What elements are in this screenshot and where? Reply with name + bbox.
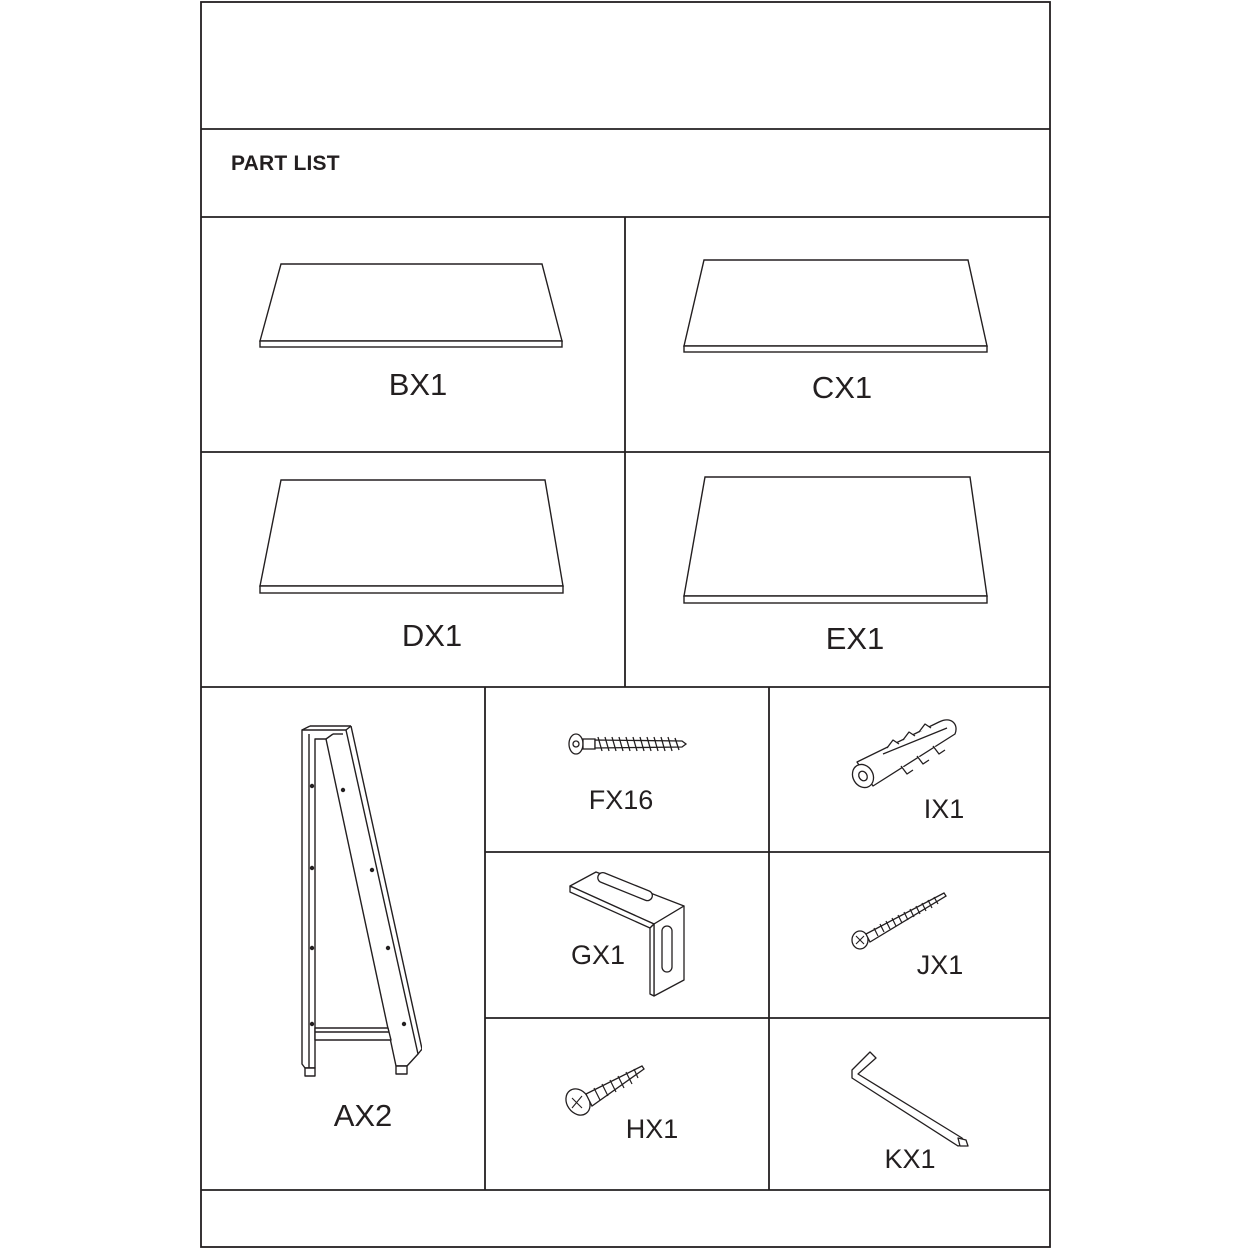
allen-key-icon: [848, 1048, 972, 1152]
part-label-a: AX2: [333, 1098, 393, 1133]
part-label-c: CX1: [811, 370, 873, 405]
part-label-k: KX1: [884, 1144, 936, 1174]
ladder-frame-icon: [296, 722, 422, 1078]
part-label-b: BX1: [388, 367, 448, 402]
part-label-g: GX1: [570, 940, 626, 970]
part-list-heading: PART LIST: [231, 152, 340, 175]
part-label-e: EX1: [825, 621, 885, 656]
l-bracket-icon: [566, 868, 692, 1000]
part-label-f: FX16: [588, 785, 654, 815]
cam-bolt-icon: [564, 730, 690, 760]
part-label-d: DX1: [401, 618, 463, 653]
wall-anchor-icon: [843, 710, 963, 800]
board-icon: [255, 474, 571, 600]
part-label-h: HX1: [625, 1114, 679, 1144]
part-label-i: IX1: [923, 794, 965, 824]
board-icon: [679, 471, 995, 611]
board-icon: [255, 258, 571, 354]
part-label-j: JX1: [916, 950, 964, 980]
board-icon: [679, 254, 995, 358]
long-screw-icon: [846, 888, 950, 954]
